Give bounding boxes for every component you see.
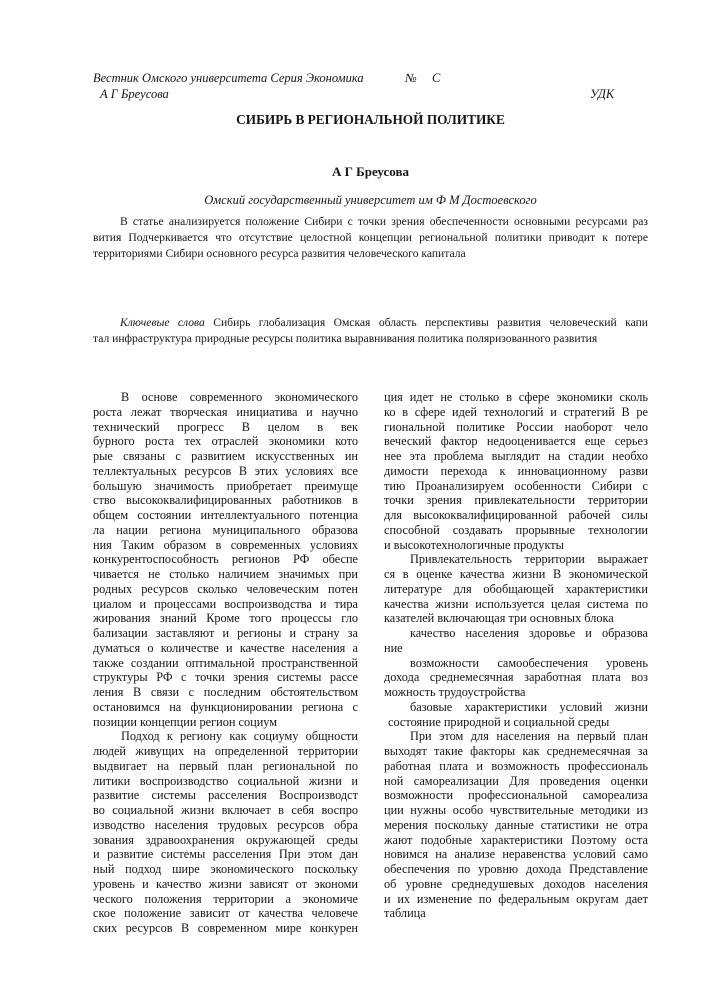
body-line: ское положение зависит от качества человече — [93, 906, 358, 921]
body-line: базовые характеристики условий жизни — [410, 699, 648, 714]
body-line: и развитие системы расселения При этом дан — [93, 847, 358, 862]
body-line: бализации заставляют и регионы и страну за — [93, 626, 358, 640]
udc-label: УДК — [590, 87, 615, 101]
body-line: состояние природной и социальной среды — [388, 714, 610, 729]
body-line: ния Таким образом в современных условиях — [93, 537, 358, 552]
body-line: развитие системы расселения Воспроизводст — [93, 788, 358, 803]
body-line: работная плата и возможность профессиональ — [384, 758, 648, 773]
body-line: ние — [384, 640, 403, 655]
body-line: циалом и процессами воспроизводства и тира — [93, 596, 358, 611]
body-line: качество населения здоровье и образова — [410, 626, 648, 640]
body-line: конкурентоспособность регионов РФ обеспе — [93, 552, 358, 567]
body-line: выдвигает на первый план региональной по — [93, 758, 358, 773]
body-line: родных ресурсов сколько человеческим потен — [93, 581, 358, 596]
body-line: общем состоянии интеллектуального потенциа — [93, 508, 358, 522]
body-line: уровень и качество жизни зависят от экономи — [93, 876, 358, 891]
body-line: также создании оптимальной пространственной — [93, 655, 358, 670]
body-line: ство высококвалифицированных работников в — [93, 493, 358, 508]
abstract-line: территориями Сибири основного ресурса развития человеческого капитала — [93, 247, 466, 261]
abstract — [93, 214, 648, 263]
keywords-label: Ключевые слова — [120, 316, 205, 329]
body-line: зования здравоохранения окружающей среды — [93, 832, 358, 847]
body-right-column — [384, 390, 648, 921]
body-line: дохода среднемесячная заработная плата воз — [384, 670, 648, 685]
body-line: При этом для населения на первый план — [410, 729, 648, 744]
body-line: В основе современного экономического — [121, 390, 358, 404]
body-line: Привлекательность территории выражает — [410, 552, 648, 567]
body-line: выходят такие факторы как среднемесячная за — [384, 744, 648, 758]
body-line: рые связаны с развитием искусственных ин — [93, 449, 358, 463]
body-line: чивается не столько наличием значимых при — [93, 567, 358, 581]
body-line: ления В связи с последним обстоятельством — [93, 685, 358, 699]
body-line: таблица — [384, 906, 426, 921]
author-name: А Г Бреусова — [332, 164, 409, 179]
body-line: жают подобные характеристики Поэтому оста — [384, 832, 648, 847]
keywords — [93, 315, 648, 347]
body-line: возможности профессиональной самореализа — [384, 788, 648, 803]
body-line: новимся на анализе неравенства условий само — [384, 847, 648, 862]
body-line: остановимся на функционировании региона с — [93, 699, 358, 714]
running-author: А Г Бреусова — [100, 87, 169, 101]
body-line: позиции концепции регион социум — [93, 714, 278, 729]
body-line: гиональной политике России наоборот чело — [384, 419, 648, 434]
body-line: обеспечения по уровню дохода Представление — [384, 862, 648, 876]
body-line: и высокотехнологичные продукты — [384, 537, 564, 552]
body-line: жирования знаний Кроме того процессы гло — [93, 611, 358, 626]
body-line: структуры РФ с точки зрения системы рассе — [93, 670, 358, 685]
affiliation: Омский государственный университет им Ф М Достоевского — [204, 193, 537, 207]
body-line: ских ресурсов В современном мире конкурен — [93, 921, 358, 935]
body-line: ции нужны особо чувствительные методики из — [384, 803, 648, 817]
body-line: и их изменение по федеральным округам дает — [384, 891, 648, 906]
body-line: возможности самообеспечения уровень — [410, 655, 648, 670]
body-line: ной самореализации Для проведения оценки — [384, 773, 648, 788]
body-line: ция идет не столько в сфере экономики сколь — [384, 390, 648, 404]
body-line: ся в оценке качества жизни В экономической — [384, 567, 648, 581]
abstract-line: вития Подчеркивается что отсутствие целостной концепции региональной политики приводит к потере — [93, 231, 648, 245]
body-line: думаться о количестве и качестве населения а — [93, 640, 358, 655]
body-line: литературе для обобщающей характеристики — [384, 581, 648, 596]
body-line: литики воспроизводство социальной жизни и — [93, 773, 358, 788]
keywords-line — [93, 315, 648, 331]
body-line: во социальной жизни включает в себя воспро — [93, 803, 358, 817]
body-line: нее эта проблема выглядит на стадии необхо — [384, 449, 648, 463]
body-line: людей живущих на определенной территории — [93, 744, 358, 758]
body-line: об уровне среднедушевых доходов населения — [384, 876, 648, 891]
body-line: ный подход шире экономического поскольку — [93, 862, 358, 876]
body-line: веческий фактор недооценивается еще серьез — [384, 434, 648, 449]
body-line: изводство населения трудовых ресурсов обра — [93, 817, 358, 832]
body-line: тию Проанализируем особенности Сибири с — [384, 478, 648, 493]
body-line: качества жизни используется целая система по — [384, 596, 648, 611]
body-line: теллектуальных ресурсов В этих условиях все — [93, 463, 358, 478]
body-line: для высококвалифицированной рабочей силы — [384, 508, 648, 522]
body-line: Подход к региону как социуму общности — [121, 729, 358, 744]
body-line: большую значимость приобретает преимуще — [93, 478, 358, 493]
body-line: казателей включающая три основных блока — [384, 611, 614, 626]
body-line: ла нации региона муниципального образова — [93, 522, 358, 537]
keywords-line: тал инфраструктура природные ресурсы политика выравнивания политика поляризованного развития — [93, 332, 598, 346]
series-code: С — [432, 71, 441, 85]
body-line: димости перехода к инновационному разви — [384, 463, 648, 478]
abstract-line: В статье анализируется положение Сибири с точки зрения обеспеченности основными ресурсами раз — [120, 215, 648, 228]
body-line: точки зрения привлекательности территории — [384, 493, 648, 508]
body-left-column — [93, 390, 358, 936]
body-line: можность трудоустройства — [384, 685, 526, 699]
body-line: бурного роста тех отраслей экономики кото — [93, 434, 358, 449]
body-line: способной создавать прорывные технологии — [384, 522, 648, 537]
body-line: технический прогресс В целом в век — [93, 419, 358, 434]
journal-series: Вестник Омского университета Серия Экономика — [93, 71, 364, 85]
body-line: ческого положения территории а экономиче — [93, 891, 358, 906]
issue-number-label: № — [405, 71, 417, 85]
body-line: мерения поскольку данные статистики не отра — [384, 817, 648, 832]
body-line: роста лежат творческая инициатива и научно — [93, 404, 358, 419]
article-title: СИБИРЬ В РЕГИОНАЛЬНОЙ ПОЛИТИКЕ — [236, 112, 505, 127]
body-line: ко в сфере идей технологий и стратегий В ре — [384, 404, 648, 419]
keywords-text: Сибирь глобализация Омская область перспективы развития человеческий капи — [213, 316, 648, 329]
